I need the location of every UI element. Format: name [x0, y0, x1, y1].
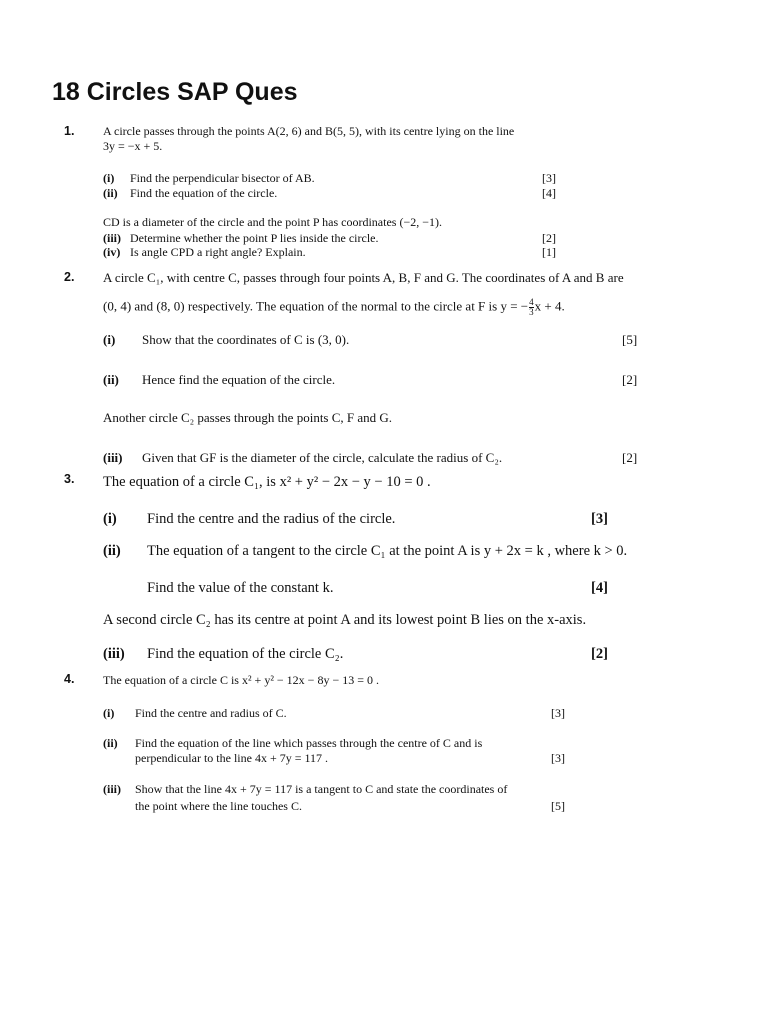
part-label: (ii)	[103, 543, 121, 559]
marks: [2]	[622, 450, 638, 465]
page-title: 18 Circles SAP Ques	[52, 78, 298, 106]
part-text: Given that GF is the diameter of the circle, calculate the radius of C₂.	[142, 450, 503, 465]
part-label: (i)	[103, 171, 115, 185]
part-i	[103, 511, 395, 528]
marks: [2]	[622, 372, 638, 387]
question-number: 2.	[64, 270, 75, 284]
marks: [2]	[591, 646, 608, 662]
fraction	[529, 298, 534, 317]
part-label: (i)	[103, 511, 117, 527]
marks: [3]	[542, 171, 556, 185]
question-intro: The equation of a circle C is x² + y² − 12x − 8y − 13 = 0 .	[103, 673, 379, 687]
part-text: Find the equation of the circle.	[130, 186, 278, 200]
part-text: Find the centre and the radius of the circle.	[147, 511, 396, 527]
intro-text: (0, 4) and (8, 0) respectively. The equation of the normal to the circle at F is y = −	[103, 298, 529, 314]
question-number: 1.	[64, 124, 75, 138]
part-label: (ii)	[103, 186, 118, 200]
part-text: Show that the coordinates of C is (3, 0).	[142, 332, 350, 347]
part-i	[103, 171, 315, 186]
marks: [1]	[542, 245, 556, 259]
marks: [3]	[551, 751, 565, 765]
question-intro: The equation of a circle C₁, is x² + y² − 2x − y − 10 = 0 .	[103, 474, 431, 490]
marks: [2]	[542, 231, 556, 245]
part-iii-cont: the point where the line touches C.	[135, 799, 302, 813]
part-text: Find the perpendicular bisector of AB.	[130, 171, 315, 185]
question-number: 3.	[64, 472, 75, 486]
part-ii	[103, 543, 627, 560]
part-label: (i)	[103, 332, 116, 347]
part-iii	[103, 646, 343, 663]
question-number: 4.	[64, 672, 75, 686]
fraction-numerator: 4	[529, 297, 534, 307]
part-text: Find the centre and radius of C.	[135, 706, 287, 720]
part-text: Find the equation of the circle C₂.	[147, 646, 344, 662]
part-iii	[103, 231, 378, 246]
marks: [4]	[542, 186, 556, 200]
question-intro: A circle C₁, with centre C, passes through four points A, B, F and G. The coordinates of A and B are	[103, 270, 624, 285]
part-label: (iv)	[103, 245, 121, 259]
part-ii	[103, 736, 482, 751]
part-label: (i)	[103, 706, 115, 720]
marks: [3]	[551, 706, 565, 720]
part-text: Is angle CPD a right angle? Explain.	[130, 245, 306, 259]
question-intro-cont: 3y = −x + 5.	[103, 139, 163, 153]
marks: [5]	[622, 332, 638, 347]
part-ii	[103, 372, 335, 388]
part-label: (ii)	[103, 736, 118, 750]
part-text: Determine whether the point P lies inside the circle.	[130, 231, 379, 245]
part-text: The equation of a tangent to the circle C₁ at the point A is y + 2x = k , where k > 0.	[147, 543, 628, 559]
part-text: Find the equation of the line which passes through the centre of C and is	[135, 736, 483, 750]
intro-text-end: x + 4.	[534, 298, 565, 314]
marks: [5]	[551, 799, 565, 813]
question-intro: A circle passes through the points A(2, 6) and B(5, 5), with its centre lying on the line	[103, 124, 515, 138]
part-text: Hence find the equation of the circle.	[142, 372, 336, 387]
part-ii-cont: perpendicular to the line 4x + 7y = 117 .	[135, 751, 329, 765]
question-context: CD is a diameter of the circle and the point P has coordinates (−2, −1).	[103, 215, 442, 229]
question-context: A second circle C₂ has its centre at point A and its lowest point B lies on the x-axis.	[103, 612, 587, 628]
marks: [3]	[591, 511, 608, 527]
part-label: (iii)	[103, 646, 125, 662]
part-i	[103, 332, 349, 348]
part-ii-cont: Find the value of the constant k.	[147, 580, 334, 596]
part-ii	[103, 186, 277, 201]
part-text: Show that the line 4x + 7y = 117 is a tangent to C and state the coordinates of	[135, 782, 508, 796]
marks: [4]	[591, 580, 608, 596]
part-label: (iii)	[103, 231, 121, 245]
part-iv	[103, 245, 306, 260]
part-label: (iii)	[103, 450, 123, 465]
question-intro-cont	[103, 298, 565, 317]
part-label: (ii)	[103, 372, 119, 387]
part-i	[103, 706, 287, 721]
question-context: Another circle C₂ passes through the points C, F and G.	[103, 410, 393, 425]
part-label: (iii)	[103, 782, 121, 796]
part-iii	[103, 782, 507, 797]
fraction-denominator: 3	[529, 307, 534, 317]
part-iii	[103, 450, 502, 466]
